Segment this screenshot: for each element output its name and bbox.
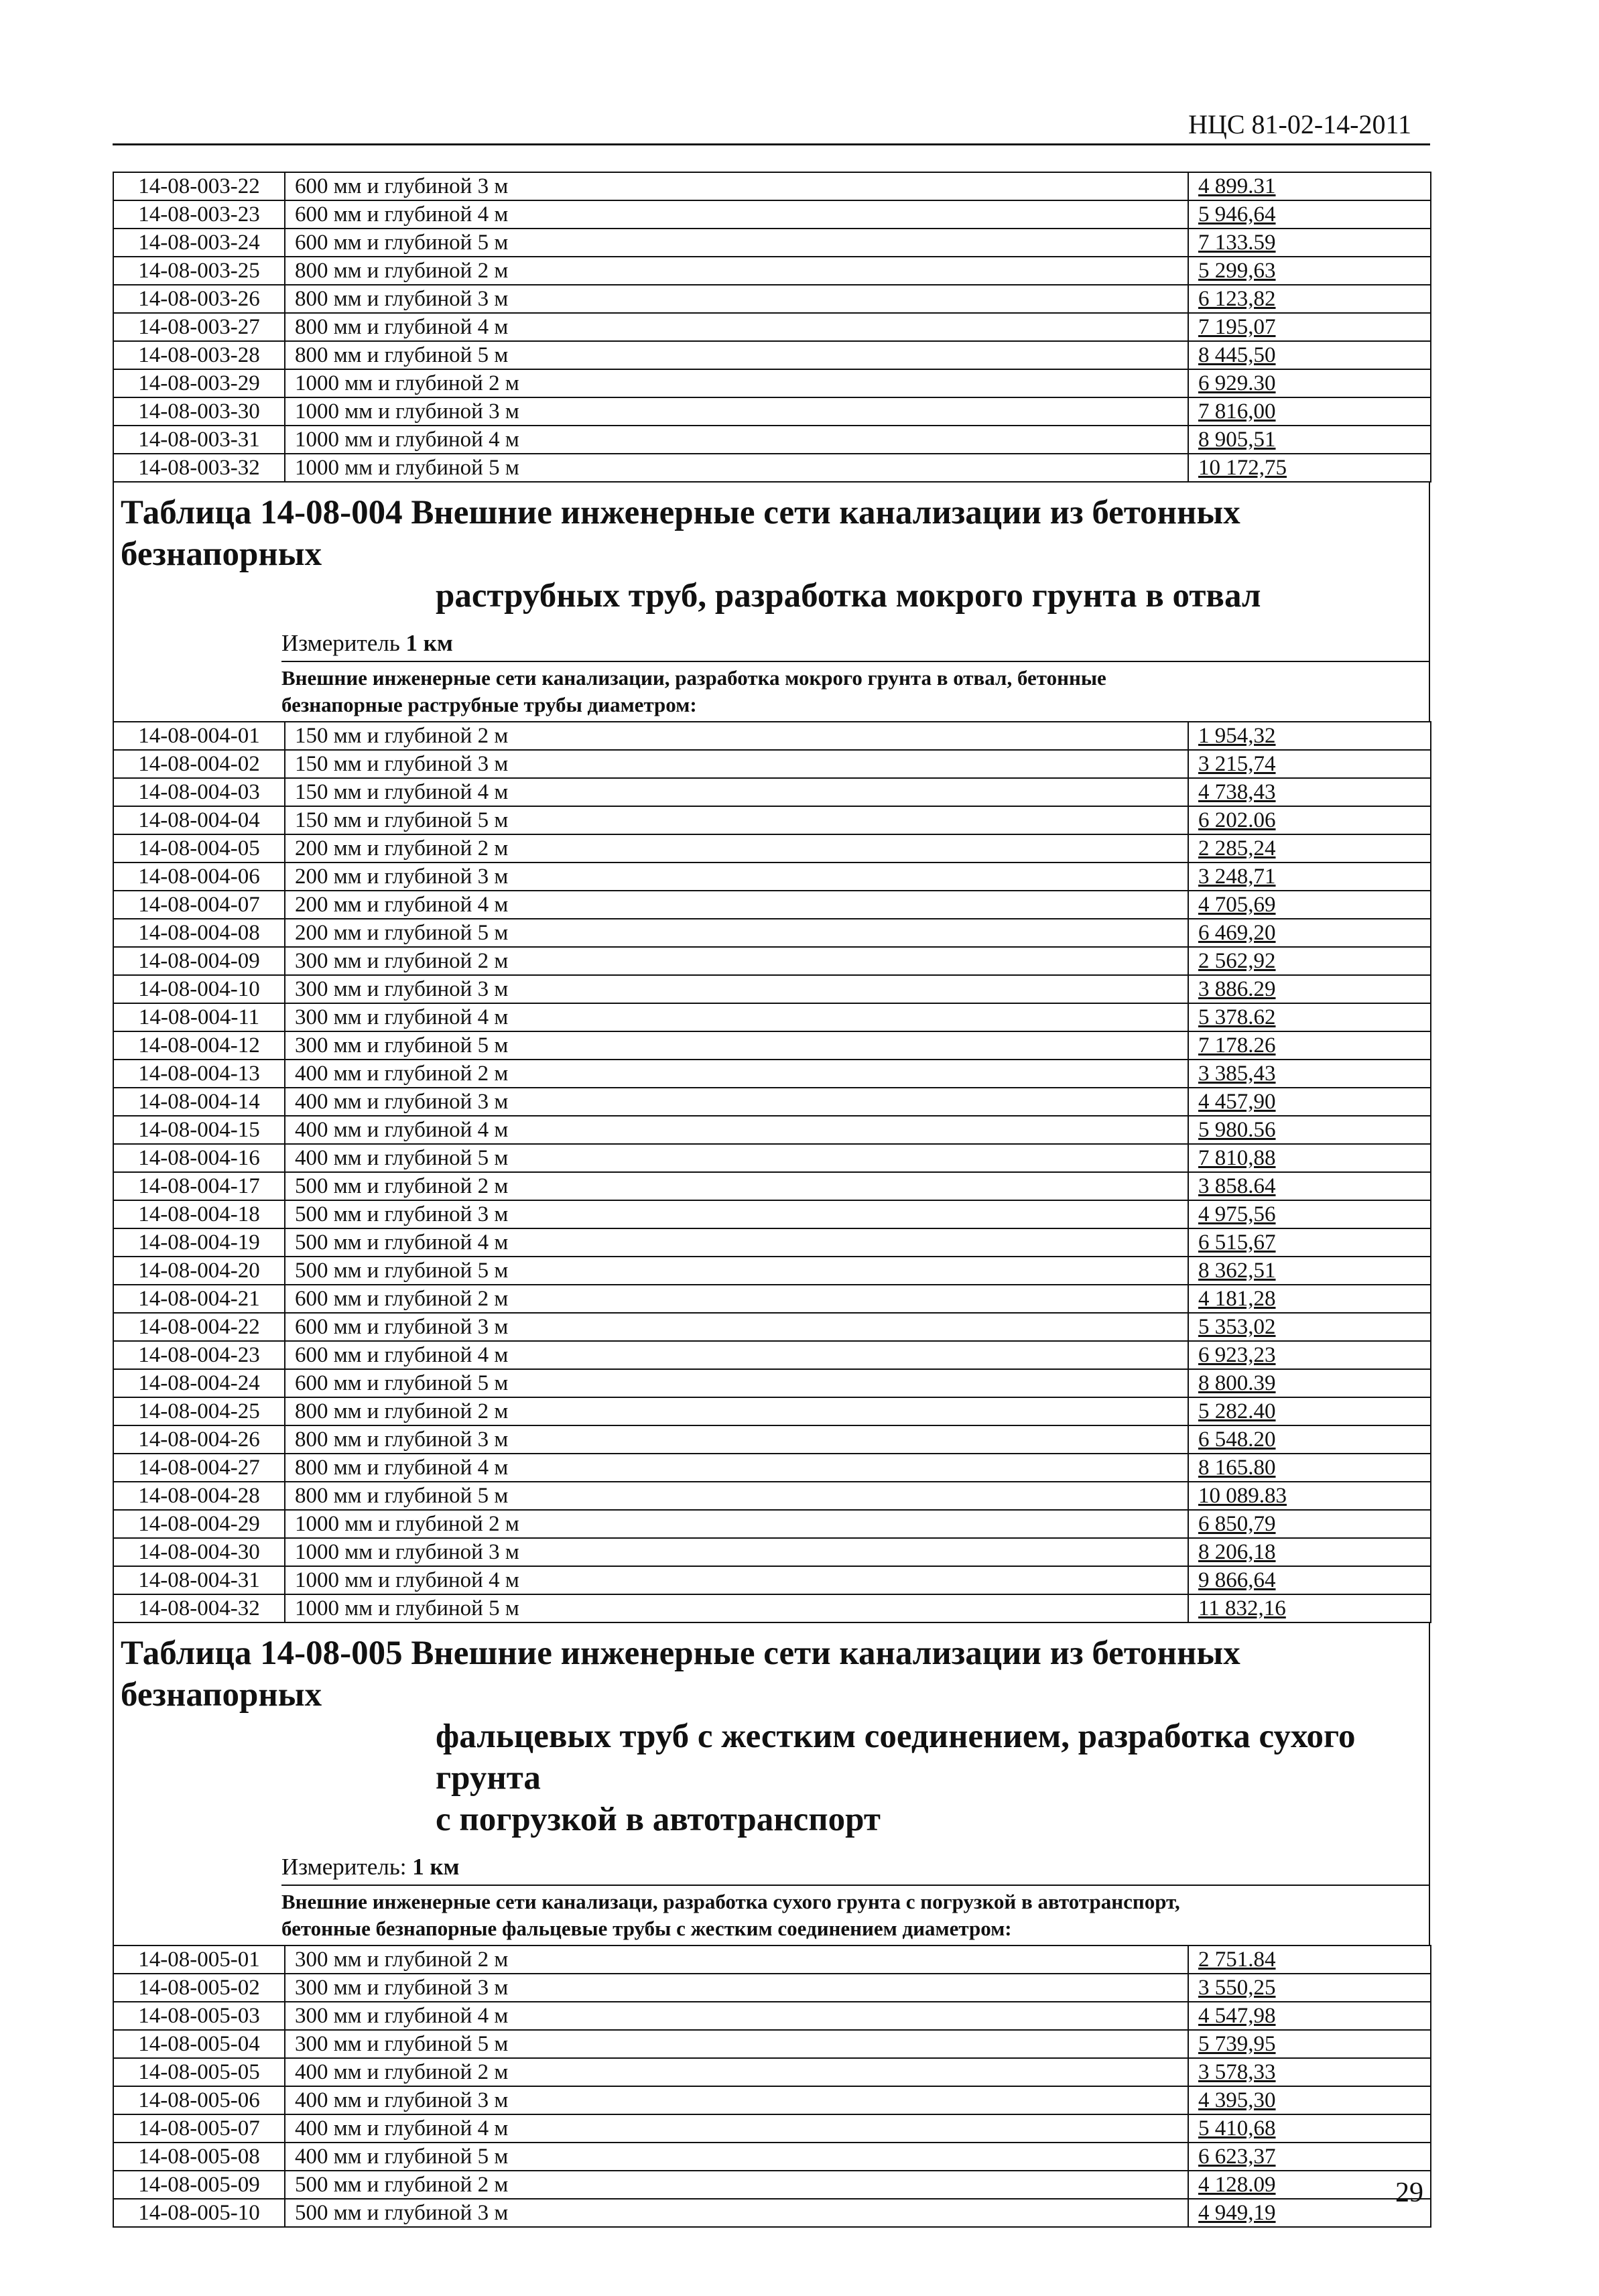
rate-description-cell: 300 мм и глубиной 5 м bbox=[285, 2030, 1188, 2058]
rate-value-cell: 6 515,67 bbox=[1188, 1228, 1431, 1257]
table-row bbox=[113, 229, 1431, 257]
rate-description-cell: 600 мм и глубиной 5 м bbox=[285, 229, 1188, 257]
rate-description-cell: 600 мм и глубиной 4 м bbox=[285, 200, 1188, 229]
rate-value-cell: 2 562,92 bbox=[1188, 947, 1431, 975]
unit-label: Измеритель bbox=[281, 630, 400, 656]
rate-code-cell: 14-08-004-31 bbox=[113, 1566, 285, 1594]
rate-description-cell: 800 мм и глубиной 3 м bbox=[285, 285, 1188, 313]
rate-code-cell: 14-08-004-17 bbox=[113, 1172, 285, 1200]
rate-value-cell: 5 378.62 bbox=[1188, 1003, 1431, 1031]
rate-code-cell: 14-08-005-08 bbox=[113, 2143, 285, 2171]
rate-code-cell: 14-08-005-05 bbox=[113, 2058, 285, 2086]
table-row bbox=[113, 1369, 1431, 1397]
rate-code-cell: 14-08-004-22 bbox=[113, 1313, 285, 1341]
table-title-line: Таблица 14-08-005 Внешние инженерные сети канализации из бетонных безнапорных bbox=[121, 1635, 1240, 1714]
table-row bbox=[113, 1088, 1431, 1116]
rate-value-cell: 4 547,98 bbox=[1188, 2002, 1431, 2030]
rate-code-cell: 14-08-004-30 bbox=[113, 1538, 285, 1566]
table-row bbox=[113, 285, 1431, 313]
rate-value-cell: 8 905,51 bbox=[1188, 426, 1431, 454]
rate-code-cell: 14-08-004-06 bbox=[113, 863, 285, 891]
rate-description-cell: 1000 мм и глубиной 3 м bbox=[285, 1538, 1188, 1566]
rate-value-cell: 3 248,71 bbox=[1188, 863, 1431, 891]
rate-code-cell: 14-08-004-24 bbox=[113, 1369, 285, 1397]
rate-value-cell: 8 362,51 bbox=[1188, 1257, 1431, 1285]
rate-code-cell: 14-08-003-22 bbox=[113, 172, 285, 200]
rate-code-cell: 14-08-004-23 bbox=[113, 1341, 285, 1369]
rate-code-cell: 14-08-003-24 bbox=[113, 229, 285, 257]
rate-description-cell: 600 мм и глубиной 3 м bbox=[285, 172, 1188, 200]
rate-description-cell: 800 мм и глубиной 2 м bbox=[285, 1397, 1188, 1425]
table-row bbox=[113, 1594, 1431, 1622]
rate-code-cell: 14-08-004-13 bbox=[113, 1060, 285, 1088]
rate-code-cell: 14-08-004-25 bbox=[113, 1397, 285, 1425]
table-row bbox=[113, 2114, 1431, 2143]
rate-value-cell: 4 395,30 bbox=[1188, 2086, 1431, 2114]
rate-value-cell: 8 206,18 bbox=[1188, 1538, 1431, 1566]
rate-value-cell: 4 705,69 bbox=[1188, 891, 1431, 919]
table-row bbox=[113, 1313, 1431, 1341]
table-row bbox=[113, 172, 1431, 200]
table-row bbox=[113, 1172, 1431, 1200]
rate-code-cell: 14-08-004-19 bbox=[113, 1228, 285, 1257]
rate-value-cell: 7 816,00 bbox=[1188, 397, 1431, 426]
table-row bbox=[113, 257, 1431, 285]
rate-value-cell: 11 832,16 bbox=[1188, 1594, 1431, 1622]
unit-label: Измеритель: bbox=[281, 1854, 407, 1880]
rate-code-cell: 14-08-004-14 bbox=[113, 1088, 285, 1116]
table-row bbox=[113, 947, 1431, 975]
rate-code-cell: 14-08-004-26 bbox=[113, 1425, 285, 1454]
table-row bbox=[113, 1482, 1431, 1510]
table-title-line: с погрузкой в автотранспорт bbox=[436, 1801, 881, 1838]
rate-code-cell: 14-08-003-32 bbox=[113, 454, 285, 482]
rate-description-cell: 1000 мм и глубиной 2 м bbox=[285, 369, 1188, 397]
document-code: НЦС 81-02-14-2011 bbox=[1188, 109, 1411, 139]
rate-value-cell: 10 172,75 bbox=[1188, 454, 1431, 482]
table-row bbox=[113, 341, 1431, 369]
table-row bbox=[113, 1285, 1431, 1313]
rate-description-cell: 400 мм и глубиной 3 м bbox=[285, 2086, 1188, 2114]
rate-code-cell: 14-08-004-01 bbox=[113, 722, 285, 750]
rate-code-cell: 14-08-004-09 bbox=[113, 947, 285, 975]
table-row bbox=[113, 1003, 1431, 1031]
rate-value-cell: 6 923,23 bbox=[1188, 1341, 1431, 1369]
rate-code-cell: 14-08-004-04 bbox=[113, 806, 285, 834]
table-caption: Внешние инженерные сети канализаци, разработка сухого грунта с погрузкой в автотранспорт, бетонные безнапорные фальцевые трубы с жестким соединением диаметром: bbox=[281, 1885, 1429, 1945]
rate-description-cell: 300 мм и глубиной 3 м bbox=[285, 1974, 1188, 2002]
rate-value-cell: 5 946,64 bbox=[1188, 200, 1431, 229]
rate-code-cell: 14-08-005-10 bbox=[113, 2199, 285, 2227]
rate-value-cell: 4 128.09 bbox=[1188, 2171, 1431, 2199]
rate-description-cell: 400 мм и глубиной 2 м bbox=[285, 1060, 1188, 1088]
rate-description-cell: 1000 мм и глубиной 2 м bbox=[285, 1510, 1188, 1538]
table-row bbox=[113, 1257, 1431, 1285]
table-row bbox=[113, 1454, 1431, 1482]
table-row bbox=[113, 891, 1431, 919]
rate-value-cell: 7 810,88 bbox=[1188, 1144, 1431, 1172]
rate-code-cell: 14-08-004-07 bbox=[113, 891, 285, 919]
rate-description-cell: 1000 мм и глубиной 5 м bbox=[285, 454, 1188, 482]
rate-description-cell: 800 мм и глубиной 3 м bbox=[285, 1425, 1188, 1454]
document-body bbox=[113, 172, 1430, 2228]
rate-code-cell: 14-08-003-23 bbox=[113, 200, 285, 229]
rate-value-cell: 4 899.31 bbox=[1188, 172, 1431, 200]
rate-description-cell: 800 мм и глубиной 4 м bbox=[285, 1454, 1188, 1482]
rate-description-cell: 500 мм и глубиной 2 м bbox=[285, 1172, 1188, 1200]
rate-description-cell: 1000 мм и глубиной 4 м bbox=[285, 426, 1188, 454]
table-row bbox=[113, 1200, 1431, 1228]
table-row bbox=[113, 1510, 1431, 1538]
rate-code-cell: 14-08-005-07 bbox=[113, 2114, 285, 2143]
table-row bbox=[113, 1060, 1431, 1088]
table-row bbox=[113, 722, 1431, 750]
rate-code-cell: 14-08-004-10 bbox=[113, 975, 285, 1003]
rate-code-cell: 14-08-005-02 bbox=[113, 1974, 285, 2002]
rates-table-003 bbox=[113, 172, 1431, 483]
table-row bbox=[113, 2030, 1431, 2058]
table-row bbox=[113, 1946, 1431, 1974]
rate-description-cell: 600 мм и глубиной 5 м bbox=[285, 1369, 1188, 1397]
rate-value-cell: 10 089.83 bbox=[1188, 1482, 1431, 1510]
unit-value: 1 км bbox=[412, 1854, 460, 1880]
rate-description-cell: 300 мм и глубиной 4 м bbox=[285, 2002, 1188, 2030]
rate-value-cell: 6 548.20 bbox=[1188, 1425, 1431, 1454]
unit-of-measure bbox=[114, 619, 1429, 661]
rate-value-cell: 3 886.29 bbox=[1188, 975, 1431, 1003]
rate-code-cell: 14-08-004-15 bbox=[113, 1116, 285, 1144]
rate-code-cell: 14-08-003-26 bbox=[113, 285, 285, 313]
rate-value-cell: 2 751.84 bbox=[1188, 1946, 1431, 1974]
table-row bbox=[113, 778, 1431, 806]
rate-value-cell: 4 975,56 bbox=[1188, 1200, 1431, 1228]
table-row bbox=[113, 919, 1431, 947]
table-row bbox=[113, 313, 1431, 341]
rate-description-cell: 600 мм и глубиной 2 м bbox=[285, 1285, 1188, 1313]
rate-description-cell: 300 мм и глубиной 2 м bbox=[285, 1946, 1188, 1974]
table-title-line: фальцевых труб с жестким соединением, разработка сухого грунта bbox=[436, 1718, 1356, 1797]
rate-description-cell: 200 мм и глубиной 4 м bbox=[285, 891, 1188, 919]
rate-value-cell: 8 165.80 bbox=[1188, 1454, 1431, 1482]
table-row bbox=[113, 1566, 1431, 1594]
rate-value-cell: 1 954,32 bbox=[1188, 722, 1431, 750]
rate-description-cell: 300 мм и глубиной 4 м bbox=[285, 1003, 1188, 1031]
table-row bbox=[113, 1425, 1431, 1454]
rate-value-cell: 6 623,37 bbox=[1188, 2143, 1431, 2171]
rate-code-cell: 14-08-004-03 bbox=[113, 778, 285, 806]
rate-description-cell: 1000 мм и глубиной 3 м bbox=[285, 397, 1188, 426]
rate-description-cell: 200 мм и глубиной 5 м bbox=[285, 919, 1188, 947]
rate-description-cell: 300 мм и глубиной 3 м bbox=[285, 975, 1188, 1003]
table-title bbox=[114, 483, 1429, 619]
rate-description-cell: 500 мм и глубиной 3 м bbox=[285, 2199, 1188, 2227]
rate-code-cell: 14-08-005-03 bbox=[113, 2002, 285, 2030]
table-row bbox=[113, 200, 1431, 229]
rate-code-cell: 14-08-004-08 bbox=[113, 919, 285, 947]
rate-description-cell: 400 мм и глубиной 5 м bbox=[285, 2143, 1188, 2171]
rate-code-cell: 14-08-003-29 bbox=[113, 369, 285, 397]
rate-description-cell: 150 мм и глубиной 4 м bbox=[285, 778, 1188, 806]
rate-code-cell: 14-08-003-28 bbox=[113, 341, 285, 369]
rate-description-cell: 500 мм и глубиной 3 м bbox=[285, 1200, 1188, 1228]
rate-description-cell: 300 мм и глубиной 5 м bbox=[285, 1031, 1188, 1060]
table-row bbox=[113, 1144, 1431, 1172]
rate-description-cell: 200 мм и глубиной 3 м bbox=[285, 863, 1188, 891]
rate-value-cell: 4 738,43 bbox=[1188, 778, 1431, 806]
rate-value-cell: 3 385,43 bbox=[1188, 1060, 1431, 1088]
rate-code-cell: 14-08-004-11 bbox=[113, 1003, 285, 1031]
rate-value-cell: 4 457,90 bbox=[1188, 1088, 1431, 1116]
rate-value-cell: 4 181,28 bbox=[1188, 1285, 1431, 1313]
rate-code-cell: 14-08-004-05 bbox=[113, 834, 285, 863]
rate-value-cell: 9 866,64 bbox=[1188, 1566, 1431, 1594]
rate-value-cell: 7 195,07 bbox=[1188, 313, 1431, 341]
rate-description-cell: 600 мм и глубиной 3 м bbox=[285, 1313, 1188, 1341]
rate-code-cell: 14-08-004-28 bbox=[113, 1482, 285, 1510]
table-row bbox=[113, 1397, 1431, 1425]
rate-code-cell: 14-08-004-32 bbox=[113, 1594, 285, 1622]
rate-value-cell: 7 178.26 bbox=[1188, 1031, 1431, 1060]
table-row bbox=[113, 1538, 1431, 1566]
table-row bbox=[113, 1341, 1431, 1369]
rate-description-cell: 800 мм и глубиной 5 м bbox=[285, 341, 1188, 369]
rate-code-cell: 14-08-005-01 bbox=[113, 1946, 285, 1974]
table-row bbox=[113, 1031, 1431, 1060]
table-row bbox=[113, 1228, 1431, 1257]
rate-code-cell: 14-08-003-27 bbox=[113, 313, 285, 341]
unit-value: 1 км bbox=[405, 630, 453, 656]
table-row bbox=[113, 426, 1431, 454]
rate-value-cell: 7 133.59 bbox=[1188, 229, 1431, 257]
rate-description-cell: 200 мм и глубиной 2 м bbox=[285, 834, 1188, 863]
rate-description-cell: 500 мм и глубиной 4 м bbox=[285, 1228, 1188, 1257]
table-title bbox=[114, 1623, 1429, 1843]
rate-code-cell: 14-08-004-12 bbox=[113, 1031, 285, 1060]
rate-code-cell: 14-08-003-31 bbox=[113, 426, 285, 454]
rate-value-cell: 5 410,68 bbox=[1188, 2114, 1431, 2143]
rate-description-cell: 150 мм и глубиной 2 м bbox=[285, 722, 1188, 750]
rate-code-cell: 14-08-004-27 bbox=[113, 1454, 285, 1482]
table-title-line: Таблица 14-08-004 Внешние инженерные сети канализации из бетонных безнапорных bbox=[121, 494, 1240, 573]
rate-code-cell: 14-08-005-04 bbox=[113, 2030, 285, 2058]
table-row bbox=[113, 750, 1431, 778]
table-header-004 bbox=[113, 483, 1430, 721]
rate-description-cell: 500 мм и глубиной 5 м bbox=[285, 1257, 1188, 1285]
table-row bbox=[113, 834, 1431, 863]
table-caption: Внешние инженерные сети канализации, разработка мокрого грунта в отвал, бетонные безнапорные раструбные трубы диаметром: bbox=[281, 661, 1429, 721]
rate-value-cell: 3 578,33 bbox=[1188, 2058, 1431, 2086]
table-row bbox=[113, 397, 1431, 426]
rate-code-cell: 14-08-005-09 bbox=[113, 2171, 285, 2199]
rate-code-cell: 14-08-004-16 bbox=[113, 1144, 285, 1172]
rate-value-cell: 8 800.39 bbox=[1188, 1369, 1431, 1397]
rate-value-cell: 4 949,19 bbox=[1188, 2199, 1431, 2227]
table-row bbox=[113, 975, 1431, 1003]
table-title-line: раструбных труб, разработка мокрого грунта в отвал bbox=[436, 577, 1261, 615]
header-rule bbox=[113, 143, 1430, 145]
rate-value-cell: 2 285,24 bbox=[1188, 834, 1431, 863]
rate-code-cell: 14-08-005-06 bbox=[113, 2086, 285, 2114]
table-row bbox=[113, 454, 1431, 482]
rate-value-cell: 5 980.56 bbox=[1188, 1116, 1431, 1144]
rate-code-cell: 14-08-004-29 bbox=[113, 1510, 285, 1538]
rate-value-cell: 6 123,82 bbox=[1188, 285, 1431, 313]
table-row bbox=[113, 806, 1431, 834]
rate-code-cell: 14-08-004-20 bbox=[113, 1257, 285, 1285]
rate-description-cell: 800 мм и глубиной 4 м bbox=[285, 313, 1188, 341]
rate-code-cell: 14-08-004-21 bbox=[113, 1285, 285, 1313]
rate-value-cell: 3 215,74 bbox=[1188, 750, 1431, 778]
table-row bbox=[113, 2058, 1431, 2086]
rate-description-cell: 1000 мм и глубиной 5 м bbox=[285, 1594, 1188, 1622]
rate-code-cell: 14-08-004-18 bbox=[113, 1200, 285, 1228]
table-row bbox=[113, 2002, 1431, 2030]
rate-code-cell: 14-08-004-02 bbox=[113, 750, 285, 778]
rate-value-cell: 6 202.06 bbox=[1188, 806, 1431, 834]
table-row bbox=[113, 2199, 1431, 2227]
rate-value-cell: 6 850,79 bbox=[1188, 1510, 1431, 1538]
table-row bbox=[113, 2143, 1431, 2171]
rate-value-cell: 5 353,02 bbox=[1188, 1313, 1431, 1341]
rate-description-cell: 300 мм и глубиной 2 м bbox=[285, 947, 1188, 975]
rate-description-cell: 1000 мм и глубиной 4 м bbox=[285, 1566, 1188, 1594]
table-row bbox=[113, 1974, 1431, 2002]
rate-description-cell: 150 мм и глубиной 5 м bbox=[285, 806, 1188, 834]
rate-value-cell: 6 929.30 bbox=[1188, 369, 1431, 397]
unit-of-measure bbox=[114, 1843, 1429, 1885]
rates-table-004 bbox=[113, 721, 1431, 1623]
rate-description-cell: 600 мм и глубиной 4 м bbox=[285, 1341, 1188, 1369]
rate-description-cell: 800 мм и глубиной 5 м bbox=[285, 1482, 1188, 1510]
rate-description-cell: 400 мм и глубиной 4 м bbox=[285, 1116, 1188, 1144]
table-row bbox=[113, 369, 1431, 397]
table-row bbox=[113, 2086, 1431, 2114]
table-row bbox=[113, 863, 1431, 891]
table-row bbox=[113, 1116, 1431, 1144]
rate-value-cell: 5 739,95 bbox=[1188, 2030, 1431, 2058]
rates-table-005 bbox=[113, 1945, 1431, 2228]
table-header-005 bbox=[113, 1623, 1430, 1945]
page-number: 29 bbox=[1395, 2177, 1423, 2208]
rate-description-cell: 800 мм и глубиной 2 м bbox=[285, 257, 1188, 285]
rate-value-cell: 5 282.40 bbox=[1188, 1397, 1431, 1425]
rate-value-cell: 8 445,50 bbox=[1188, 341, 1431, 369]
rate-code-cell: 14-08-003-25 bbox=[113, 257, 285, 285]
rate-description-cell: 400 мм и глубиной 5 м bbox=[285, 1144, 1188, 1172]
rate-description-cell: 500 мм и глубиной 2 м bbox=[285, 2171, 1188, 2199]
rate-value-cell: 3 858.64 bbox=[1188, 1172, 1431, 1200]
rate-code-cell: 14-08-003-30 bbox=[113, 397, 285, 426]
rate-description-cell: 150 мм и глубиной 3 м bbox=[285, 750, 1188, 778]
rate-description-cell: 400 мм и глубиной 4 м bbox=[285, 2114, 1188, 2143]
rate-value-cell: 6 469,20 bbox=[1188, 919, 1431, 947]
table-row bbox=[113, 2171, 1431, 2199]
rate-description-cell: 400 мм и глубиной 2 м bbox=[285, 2058, 1188, 2086]
rate-value-cell: 3 550,25 bbox=[1188, 1974, 1431, 2002]
rate-value-cell: 5 299,63 bbox=[1188, 257, 1431, 285]
rate-description-cell: 400 мм и глубиной 3 м bbox=[285, 1088, 1188, 1116]
